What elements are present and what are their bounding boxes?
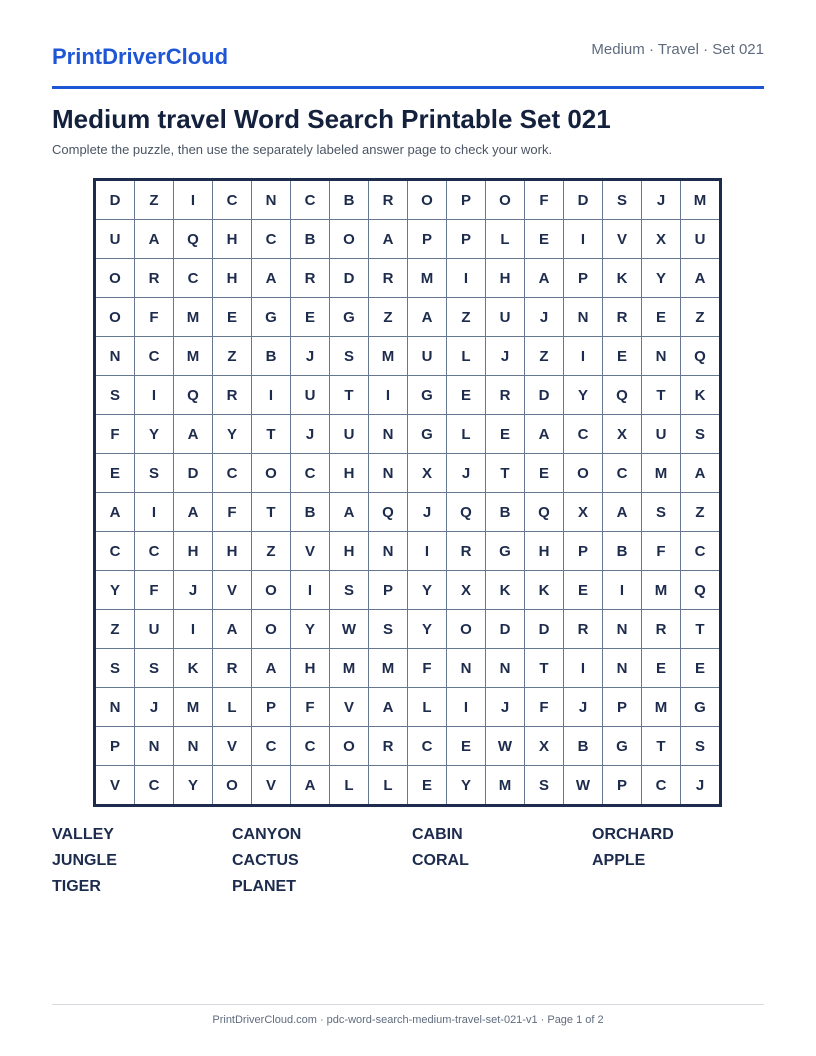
grid-cell: R — [642, 610, 681, 649]
grid-row — [95, 337, 721, 376]
grid-cell: U — [642, 415, 681, 454]
grid-cell: M — [642, 454, 681, 493]
grid-cell: E — [603, 337, 642, 376]
grid-cell: B — [291, 220, 330, 259]
grid-cell: K — [174, 649, 213, 688]
grid-cell: S — [95, 649, 135, 688]
grid-cell: O — [95, 298, 135, 337]
grid-cell: G — [408, 376, 447, 415]
grid-cell: S — [525, 766, 564, 806]
grid-cell: A — [291, 766, 330, 806]
grid-cell: K — [603, 259, 642, 298]
grid-cell: I — [564, 337, 603, 376]
grid-cell: F — [291, 688, 330, 727]
page-subtitle: Complete the puzzle, then use the separately labeled answer page to check your work. — [52, 142, 553, 157]
grid-cell: Z — [369, 298, 408, 337]
grid-row — [95, 259, 721, 298]
grid-cell: X — [447, 571, 486, 610]
grid-cell: R — [291, 259, 330, 298]
grid-cell: N — [95, 688, 135, 727]
grid-cell: Y — [135, 415, 174, 454]
grid-cell: H — [525, 532, 564, 571]
grid-cell: E — [291, 298, 330, 337]
grid-cell: P — [447, 220, 486, 259]
grid-cell: A — [525, 259, 564, 298]
grid-cell: C — [252, 220, 291, 259]
grid-cell: E — [95, 454, 135, 493]
grid-cell: M — [330, 649, 369, 688]
grid-cell: A — [252, 259, 291, 298]
grid-row — [95, 454, 721, 493]
grid-cell: X — [408, 454, 447, 493]
grid-cell: J — [291, 337, 330, 376]
grid-cell: Y — [408, 610, 447, 649]
grid-cell: I — [447, 259, 486, 298]
grid-cell: A — [95, 493, 135, 532]
grid-cell: T — [525, 649, 564, 688]
word-list-item: APPLE — [592, 852, 646, 869]
grid-cell: O — [252, 454, 291, 493]
grid-cell: G — [681, 688, 721, 727]
grid-cell: E — [408, 766, 447, 806]
grid-cell: B — [564, 727, 603, 766]
grid-cell: A — [408, 298, 447, 337]
word-list-item: PLANET — [232, 878, 296, 895]
grid-cell: Y — [447, 766, 486, 806]
grid-row — [95, 610, 721, 649]
grid-cell: O — [252, 571, 291, 610]
grid-cell: H — [330, 454, 369, 493]
grid-row — [95, 376, 721, 415]
grid-cell: I — [291, 571, 330, 610]
grid-cell: L — [369, 766, 408, 806]
grid-cell: H — [330, 532, 369, 571]
grid-cell: X — [642, 220, 681, 259]
grid-cell: C — [252, 727, 291, 766]
grid-cell: A — [525, 415, 564, 454]
grid-cell: V — [603, 220, 642, 259]
grid-cell: T — [252, 493, 291, 532]
grid-cell: F — [213, 493, 252, 532]
grid-cell: T — [681, 610, 721, 649]
grid-cell: Y — [564, 376, 603, 415]
grid-cell: P — [252, 688, 291, 727]
grid-cell: O — [330, 220, 369, 259]
grid-cell: V — [213, 571, 252, 610]
grid-cell: W — [564, 766, 603, 806]
grid-cell: B — [291, 493, 330, 532]
grid-cell: J — [291, 415, 330, 454]
grid-cell: Q — [681, 571, 721, 610]
grid-row — [95, 571, 721, 610]
grid-cell: C — [95, 532, 135, 571]
grid-cell: A — [330, 493, 369, 532]
grid-cell: R — [135, 259, 174, 298]
grid-cell: Z — [681, 298, 721, 337]
grid-cell: K — [525, 571, 564, 610]
grid-cell: W — [330, 610, 369, 649]
grid-row — [95, 727, 721, 766]
grid-cell: Z — [135, 180, 174, 220]
grid-cell: A — [681, 259, 721, 298]
grid-cell: O — [408, 180, 447, 220]
grid-cell: I — [564, 220, 603, 259]
grid-cell: L — [447, 337, 486, 376]
grid-cell: S — [369, 610, 408, 649]
grid-cell: P — [603, 688, 642, 727]
grid-cell: G — [252, 298, 291, 337]
grid-cell: D — [174, 454, 213, 493]
grid-cell: O — [486, 180, 525, 220]
grid-cell: O — [447, 610, 486, 649]
word-list-item: JUNGLE — [52, 852, 117, 869]
grid-cell: T — [642, 727, 681, 766]
grid-cell: I — [135, 376, 174, 415]
grid-cell: Z — [252, 532, 291, 571]
grid-cell: R — [564, 610, 603, 649]
grid-cell: O — [213, 766, 252, 806]
grid-cell: T — [252, 415, 291, 454]
grid-cell: I — [564, 649, 603, 688]
grid-cell: C — [291, 454, 330, 493]
grid-cell: I — [135, 493, 174, 532]
grid-cell: Y — [642, 259, 681, 298]
word-list-item: CABIN — [412, 826, 463, 843]
grid-cell: Z — [213, 337, 252, 376]
grid-cell: Z — [525, 337, 564, 376]
grid-cell: C — [603, 454, 642, 493]
grid-cell: N — [135, 727, 174, 766]
grid-cell: I — [603, 571, 642, 610]
grid-cell: S — [330, 571, 369, 610]
grid-row — [95, 649, 721, 688]
brand-logo: PrintDriverCloud — [52, 44, 229, 69]
grid-cell: L — [213, 688, 252, 727]
grid-cell: Q — [369, 493, 408, 532]
grid-cell: U — [408, 337, 447, 376]
grid-cell: C — [564, 415, 603, 454]
grid-cell: P — [603, 766, 642, 806]
grid-row — [95, 766, 721, 806]
grid-cell: R — [603, 298, 642, 337]
grid-cell: U — [486, 298, 525, 337]
grid-cell: I — [252, 376, 291, 415]
grid-cell: E — [564, 571, 603, 610]
grid-cell: V — [213, 727, 252, 766]
grid-cell: A — [681, 454, 721, 493]
grid-row — [95, 688, 721, 727]
grid-cell: N — [174, 727, 213, 766]
grid-cell: P — [447, 180, 486, 220]
grid-cell: U — [135, 610, 174, 649]
grid-cell: C — [291, 180, 330, 220]
grid-cell: T — [642, 376, 681, 415]
grid-cell: F — [135, 298, 174, 337]
grid-cell: P — [564, 532, 603, 571]
grid-cell: C — [135, 532, 174, 571]
grid-cell: A — [369, 688, 408, 727]
grid-cell: N — [95, 337, 135, 376]
grid-cell: D — [564, 180, 603, 220]
grid-cell: Z — [447, 298, 486, 337]
grid-cell: I — [408, 532, 447, 571]
grid-cell: M — [681, 180, 721, 220]
grid-cell: H — [213, 220, 252, 259]
grid-cell: L — [408, 688, 447, 727]
grid-cell: Q — [174, 376, 213, 415]
grid-cell: P — [95, 727, 135, 766]
grid-cell: E — [681, 649, 721, 688]
grid-cell: Q — [681, 337, 721, 376]
grid-cell: H — [213, 259, 252, 298]
grid-cell: Q — [525, 493, 564, 532]
grid-cell: L — [447, 415, 486, 454]
grid-cell: N — [603, 649, 642, 688]
grid-cell: S — [642, 493, 681, 532]
grid-cell: V — [291, 532, 330, 571]
grid-cell: C — [681, 532, 721, 571]
grid-cell: Q — [174, 220, 213, 259]
grid-cell: C — [642, 766, 681, 806]
grid-cell: R — [447, 532, 486, 571]
grid-cell: A — [213, 610, 252, 649]
grid-cell: R — [369, 180, 408, 220]
grid-cell: J — [564, 688, 603, 727]
grid-cell: D — [330, 259, 369, 298]
grid-cell: X — [525, 727, 564, 766]
grid-cell: C — [291, 727, 330, 766]
grid-cell: H — [291, 649, 330, 688]
grid-cell: U — [681, 220, 721, 259]
grid-cell: A — [174, 493, 213, 532]
grid-cell: H — [213, 532, 252, 571]
grid-cell: F — [408, 649, 447, 688]
grid-cell: B — [252, 337, 291, 376]
grid-cell: A — [135, 220, 174, 259]
grid-cell: J — [486, 337, 525, 376]
grid-cell: R — [369, 259, 408, 298]
grid-cell: M — [369, 337, 408, 376]
grid-cell: J — [486, 688, 525, 727]
grid-cell: J — [525, 298, 564, 337]
grid-cell: E — [447, 376, 486, 415]
grid-cell: R — [369, 727, 408, 766]
grid-row — [95, 532, 721, 571]
grid-row — [95, 180, 721, 220]
grid-cell: M — [486, 766, 525, 806]
grid-cell: M — [174, 337, 213, 376]
footer-divider — [52, 1004, 764, 1005]
grid-cell: D — [95, 180, 135, 220]
grid-cell: F — [95, 415, 135, 454]
grid-cell: N — [252, 180, 291, 220]
grid-cell: A — [252, 649, 291, 688]
grid-cell: M — [642, 688, 681, 727]
grid-cell: O — [95, 259, 135, 298]
grid-cell: X — [564, 493, 603, 532]
grid-cell: H — [174, 532, 213, 571]
grid-row — [95, 220, 721, 259]
grid-cell: S — [135, 454, 174, 493]
grid-cell: O — [564, 454, 603, 493]
grid-cell: V — [252, 766, 291, 806]
grid-cell: W — [486, 727, 525, 766]
grid-cell: I — [174, 610, 213, 649]
grid-cell: J — [408, 493, 447, 532]
grid-cell: S — [603, 180, 642, 220]
grid-cell: E — [525, 220, 564, 259]
grid-cell: F — [525, 180, 564, 220]
grid-cell: Z — [681, 493, 721, 532]
grid-cell: R — [213, 376, 252, 415]
grid-cell: O — [252, 610, 291, 649]
word-list-item: CORAL — [412, 852, 469, 869]
grid-cell: C — [135, 766, 174, 806]
grid-cell: E — [213, 298, 252, 337]
page-footer: PrintDriverCloud.com · pdc-word-search-medium-travel-set-021-v1 · Page 1 of 2 — [212, 1014, 604, 1026]
grid-cell: M — [642, 571, 681, 610]
grid-cell: K — [486, 571, 525, 610]
grid-cell: Z — [95, 610, 135, 649]
grid-cell: P — [564, 259, 603, 298]
grid-cell: N — [369, 532, 408, 571]
grid-cell: R — [486, 376, 525, 415]
grid-row — [95, 493, 721, 532]
grid-cell: R — [213, 649, 252, 688]
grid-cell: D — [525, 376, 564, 415]
puzzle-meta: Medium · Travel · Set 021 — [591, 41, 764, 58]
grid-cell: A — [174, 415, 213, 454]
grid-cell: B — [603, 532, 642, 571]
grid-cell: N — [369, 454, 408, 493]
grid-cell: C — [213, 180, 252, 220]
grid-cell: G — [486, 532, 525, 571]
grid-cell: N — [603, 610, 642, 649]
grid-cell: F — [525, 688, 564, 727]
grid-cell: E — [525, 454, 564, 493]
grid-cell: J — [447, 454, 486, 493]
grid-cell: C — [174, 259, 213, 298]
grid-cell: S — [681, 727, 721, 766]
word-list-item: ORCHARD — [592, 826, 674, 843]
grid-cell: Y — [174, 766, 213, 806]
grid-cell: G — [408, 415, 447, 454]
grid-cell: A — [603, 493, 642, 532]
grid-cell: T — [486, 454, 525, 493]
word-list-item: CACTUS — [232, 852, 299, 869]
grid-cell: N — [564, 298, 603, 337]
grid-cell: B — [486, 493, 525, 532]
grid-cell: T — [330, 376, 369, 415]
grid-cell: E — [642, 298, 681, 337]
grid-cell: S — [330, 337, 369, 376]
grid-cell: J — [681, 766, 721, 806]
grid-row — [95, 298, 721, 337]
grid-cell: P — [369, 571, 408, 610]
grid-cell: I — [447, 688, 486, 727]
grid-cell: V — [95, 766, 135, 806]
grid-cell: M — [369, 649, 408, 688]
grid-cell: C — [135, 337, 174, 376]
grid-cell: E — [642, 649, 681, 688]
grid-cell: V — [330, 688, 369, 727]
grid-cell: P — [408, 220, 447, 259]
grid-cell: N — [486, 649, 525, 688]
grid-cell: J — [642, 180, 681, 220]
page-header — [52, 36, 764, 89]
grid-cell: A — [369, 220, 408, 259]
grid-cell: M — [174, 688, 213, 727]
grid-cell: L — [330, 766, 369, 806]
grid-cell: C — [213, 454, 252, 493]
word-list — [52, 826, 772, 896]
grid-cell: J — [135, 688, 174, 727]
grid-cell: S — [95, 376, 135, 415]
grid-cell: H — [486, 259, 525, 298]
word-list-item: TIGER — [52, 878, 101, 895]
word-list-item: CANYON — [232, 826, 302, 843]
grid-cell: E — [447, 727, 486, 766]
grid-cell: S — [135, 649, 174, 688]
grid-cell: C — [408, 727, 447, 766]
grid-cell: S — [681, 415, 721, 454]
grid-cell: F — [642, 532, 681, 571]
grid-cell: K — [681, 376, 721, 415]
grid-cell: D — [525, 610, 564, 649]
grid-cell: Y — [291, 610, 330, 649]
grid-cell: U — [95, 220, 135, 259]
grid-cell: I — [369, 376, 408, 415]
page-title: Medium travel Word Search Printable Set 021 — [52, 104, 611, 134]
grid-cell: Y — [213, 415, 252, 454]
grid-cell: U — [330, 415, 369, 454]
word-list-item: VALLEY — [52, 826, 114, 843]
grid-cell: F — [135, 571, 174, 610]
grid-cell: M — [408, 259, 447, 298]
grid-cell: I — [174, 180, 213, 220]
grid-cell: N — [642, 337, 681, 376]
grid-cell: L — [486, 220, 525, 259]
grid-cell: N — [369, 415, 408, 454]
grid-cell: Y — [408, 571, 447, 610]
grid-cell: G — [330, 298, 369, 337]
grid-cell: Q — [447, 493, 486, 532]
grid-cell: E — [486, 415, 525, 454]
word-search-grid — [93, 178, 722, 807]
grid-cell: G — [603, 727, 642, 766]
grid-cell: D — [486, 610, 525, 649]
grid-cell: J — [174, 571, 213, 610]
grid-cell: B — [330, 180, 369, 220]
grid-row — [95, 415, 721, 454]
grid-cell: U — [291, 376, 330, 415]
grid-cell: X — [603, 415, 642, 454]
grid-cell: N — [447, 649, 486, 688]
grid-cell: M — [174, 298, 213, 337]
grid-cell: Q — [603, 376, 642, 415]
grid-cell: O — [330, 727, 369, 766]
grid-cell: Y — [95, 571, 135, 610]
